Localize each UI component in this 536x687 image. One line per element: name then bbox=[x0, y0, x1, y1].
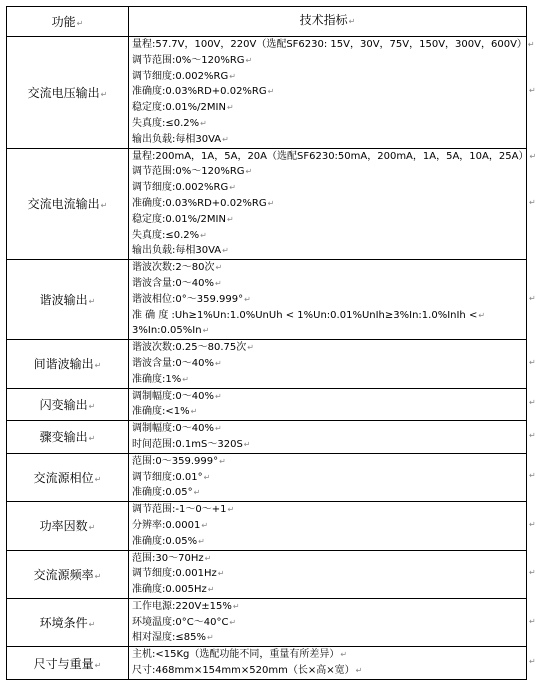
paragraph-mark-icon: ↵ bbox=[190, 407, 198, 417]
paragraph-mark-icon: ↵ bbox=[217, 569, 225, 579]
spec-line bbox=[129, 437, 526, 453]
spec-line-text: 准确度:0.005Hz bbox=[132, 584, 207, 596]
spec-line bbox=[129, 84, 526, 100]
paragraph-mark-icon: ↵ bbox=[219, 456, 226, 466]
paragraph-mark-icon: ↵ bbox=[207, 585, 215, 595]
paragraph-mark-icon: ↵ bbox=[529, 151, 536, 161]
function-label: 交流电压输出 bbox=[27, 85, 100, 100]
spec-line bbox=[129, 196, 526, 212]
spec-line bbox=[129, 37, 535, 53]
spec-line-text: 尺寸:468mm×154mm×520mm（长×高×宽） bbox=[132, 665, 355, 677]
spec-line bbox=[129, 421, 526, 437]
function-label: 间谐波输出 bbox=[33, 357, 94, 372]
spec-line bbox=[129, 404, 526, 420]
spec-line-text: 调节范围:0%～120%RG bbox=[132, 54, 245, 66]
spec-line bbox=[129, 149, 536, 165]
spec-line-text: 3%In:0.05%In bbox=[132, 325, 202, 337]
spec-line-text: 准确度:0.03%RD+0.02%RG bbox=[132, 86, 267, 98]
spec-line-text: 范围:0～359.999° bbox=[132, 455, 219, 467]
function-label: 功率因数 bbox=[39, 519, 88, 534]
spec-line bbox=[129, 485, 526, 501]
header-row bbox=[7, 7, 527, 37]
row-end-mark-icon: ↵ bbox=[529, 568, 536, 578]
header-function bbox=[7, 7, 129, 37]
function-cell bbox=[7, 598, 129, 646]
spec-row bbox=[7, 647, 527, 680]
paragraph-mark-icon: ↵ bbox=[355, 666, 363, 676]
spec-line-text: 准确度:0.05° bbox=[132, 487, 193, 499]
spec-line bbox=[129, 212, 526, 228]
spec-line bbox=[129, 502, 526, 518]
spec-line-text: 相对湿度:≤85% bbox=[132, 632, 206, 644]
spec-row bbox=[7, 260, 527, 340]
spec-cell bbox=[129, 388, 527, 421]
row-end-mark-icon: ↵ bbox=[529, 357, 536, 367]
paragraph-mark-icon: ↵ bbox=[88, 297, 96, 307]
spec-line bbox=[129, 323, 526, 339]
spec-line-text: 调制幅度:0～40% bbox=[132, 423, 214, 435]
spec-line-text: 准 确 度 :Uh≥1%Un:1.0%UnUh < 1%Un:0.01%UnIh≥3%In:1.0%InIh < bbox=[132, 309, 478, 321]
spec-line-text: 准确度:0.05% bbox=[132, 535, 198, 547]
spec-cell bbox=[129, 421, 527, 454]
paragraph-mark-icon: ↵ bbox=[214, 391, 222, 401]
spec-line bbox=[129, 340, 526, 356]
spec-line-text: 输出负载:每相30VA bbox=[132, 133, 222, 145]
spec-line-text: 谐波相位:0°～359.999° bbox=[132, 293, 244, 305]
spec-table bbox=[6, 6, 536, 680]
spec-row bbox=[7, 37, 527, 149]
spec-line-text: 调制幅度:0～40% bbox=[132, 390, 214, 402]
paragraph-mark-icon: ↵ bbox=[201, 520, 209, 530]
paragraph-mark-icon: ↵ bbox=[226, 103, 234, 113]
paragraph-mark-icon: ↵ bbox=[227, 505, 235, 515]
row-end-mark-icon: ↵ bbox=[529, 86, 536, 96]
spec-line bbox=[129, 470, 526, 486]
function-cell bbox=[7, 550, 129, 598]
paragraph-mark-icon: ↵ bbox=[229, 617, 237, 627]
function-label: 尺寸与重量 bbox=[33, 656, 94, 671]
spec-line bbox=[129, 260, 526, 276]
row-end-mark-icon: ↵ bbox=[529, 519, 536, 529]
paragraph-mark-icon: ↵ bbox=[88, 523, 96, 533]
function-cell bbox=[7, 260, 129, 340]
spec-line-text: 稳定度:0.01%/2MIN bbox=[132, 213, 226, 225]
paragraph-mark-icon: ↵ bbox=[245, 55, 253, 65]
spec-cell bbox=[129, 550, 527, 598]
spec-row bbox=[7, 550, 527, 598]
row-end-mark-icon: ↵ bbox=[529, 398, 536, 408]
spec-line-text: 工作电源:220V±15% bbox=[132, 600, 232, 612]
paragraph-mark-icon: ↵ bbox=[198, 536, 205, 546]
spec-line bbox=[129, 180, 526, 196]
spec-line-text: 失真度:≤0.2% bbox=[132, 229, 200, 241]
paragraph-mark-icon: ↵ bbox=[214, 358, 222, 368]
spec-line-text: 稳定度:0.01%/2MIN bbox=[132, 102, 226, 114]
row-end-mark-icon: ↵ bbox=[529, 430, 536, 440]
spec-line bbox=[129, 292, 526, 308]
function-label: 闪变输出 bbox=[39, 397, 88, 412]
spec-line bbox=[129, 566, 526, 582]
spec-row bbox=[7, 598, 527, 646]
paragraph-mark-icon: ↵ bbox=[88, 401, 96, 411]
paragraph-mark-icon: ↵ bbox=[229, 71, 236, 81]
spec-line bbox=[129, 116, 526, 132]
spec-line-text: 主机:<15Kg（选配功能不同，重量有所差异） bbox=[132, 649, 340, 661]
spec-line bbox=[129, 372, 526, 388]
row-end-mark-icon: ↵ bbox=[529, 471, 536, 481]
paragraph-mark-icon: ↵ bbox=[232, 601, 240, 611]
paragraph-mark-icon: ↵ bbox=[214, 424, 222, 434]
spec-line bbox=[129, 308, 526, 324]
spec-line-text: 调节细度:0.001Hz bbox=[132, 568, 217, 580]
paragraph-mark-icon: ↵ bbox=[478, 310, 486, 320]
row-end-mark-icon: ↵ bbox=[529, 616, 536, 626]
paragraph-mark-icon: ↵ bbox=[245, 167, 253, 177]
paragraph-mark-icon: ↵ bbox=[527, 40, 535, 49]
function-label: 谐波输出 bbox=[39, 293, 88, 308]
function-cell bbox=[7, 647, 129, 680]
header-spec-label: 技术指标 bbox=[299, 13, 348, 28]
spec-line-text: 谐波含量:0～40% bbox=[132, 277, 214, 289]
paragraph-mark-icon: ↵ bbox=[215, 263, 223, 273]
paragraph-mark-icon: ↵ bbox=[222, 246, 229, 256]
spec-line bbox=[129, 132, 526, 148]
paragraph-mark-icon: ↵ bbox=[94, 660, 102, 670]
paragraph-mark-icon: ↵ bbox=[88, 620, 96, 630]
spec-cell bbox=[129, 340, 527, 388]
spec-line bbox=[129, 551, 526, 567]
paragraph-mark-icon: ↵ bbox=[200, 118, 207, 128]
spec-line-text: 范围:30～70Hz bbox=[132, 552, 204, 564]
spec-line-text: 准确度:0.03%RD+0.02%RG bbox=[132, 197, 267, 209]
spec-row bbox=[7, 388, 527, 421]
spec-line-text: 调节范围:-1～0～+1 bbox=[132, 504, 227, 516]
paragraph-mark-icon: ↵ bbox=[88, 434, 96, 444]
paragraph-mark-icon: ↵ bbox=[203, 472, 211, 482]
spec-row bbox=[7, 148, 527, 260]
row-end-mark-icon: ↵ bbox=[529, 197, 536, 207]
spec-line bbox=[129, 53, 526, 69]
function-cell bbox=[7, 37, 129, 149]
spec-row bbox=[7, 502, 527, 550]
spec-line-text: 调节细度:0.01° bbox=[132, 471, 203, 483]
spec-line-text: 量程:57.7V，100V，220V（选配SF6230: 15V，30V，75V，150V，300V，600V） bbox=[132, 39, 527, 50]
spec-cell bbox=[129, 453, 527, 501]
spec-line-text: 调节细度:0.002%RG bbox=[132, 70, 229, 82]
paragraph-mark-icon: ↵ bbox=[204, 553, 212, 563]
function-label: 交流源相位 bbox=[33, 470, 94, 485]
spec-line bbox=[129, 615, 526, 631]
spec-line-text: 准确度:<1% bbox=[132, 406, 190, 418]
spec-line bbox=[129, 599, 526, 615]
spec-line-text: 谐波次数:2～80次 bbox=[132, 262, 215, 274]
spec-line bbox=[129, 663, 526, 679]
spec-line bbox=[129, 534, 526, 550]
spec-line bbox=[129, 164, 526, 180]
spec-row bbox=[7, 453, 527, 501]
function-cell bbox=[7, 421, 129, 454]
spec-line bbox=[129, 389, 526, 405]
paragraph-mark-icon: ↵ bbox=[76, 19, 84, 28]
paragraph-mark-icon: ↵ bbox=[244, 294, 251, 304]
spec-line-text: 调节范围:0%～120%RG bbox=[132, 166, 245, 178]
spec-line bbox=[129, 647, 526, 663]
paragraph-mark-icon: ↵ bbox=[182, 374, 189, 384]
spec-line-text: 量程:200mA，1A，5A，20A（选配SF6230:50mA，200mA，1A，5A，10A，25A） bbox=[132, 150, 529, 162]
spec-line-text: 准确度:1% bbox=[132, 373, 182, 385]
row-end-mark-icon: ↵ bbox=[529, 657, 536, 667]
spec-row bbox=[7, 421, 527, 454]
function-cell bbox=[7, 340, 129, 388]
paragraph-mark-icon: ↵ bbox=[100, 89, 108, 99]
spec-cell bbox=[129, 598, 527, 646]
spec-line bbox=[129, 630, 526, 646]
spec-line-text: 调节细度:0.002%RG bbox=[132, 182, 229, 194]
function-cell bbox=[7, 388, 129, 421]
paragraph-mark-icon: ↵ bbox=[247, 343, 254, 353]
function-cell bbox=[7, 453, 129, 501]
spec-line-text: 谐波含量:0～40% bbox=[132, 357, 214, 369]
spec-line-text: 环境温度:0°C～40°C bbox=[132, 616, 229, 628]
spec-cell bbox=[129, 647, 527, 680]
spec-cell bbox=[129, 148, 536, 260]
paragraph-mark-icon: ↵ bbox=[243, 439, 251, 449]
paragraph-mark-icon: ↵ bbox=[94, 474, 102, 484]
spec-line bbox=[129, 69, 526, 85]
spec-line bbox=[129, 228, 526, 244]
spec-line bbox=[129, 518, 526, 534]
paragraph-mark-icon: ↵ bbox=[202, 326, 210, 336]
paragraph-mark-icon: ↵ bbox=[200, 230, 207, 240]
function-label: 环境条件 bbox=[39, 616, 88, 631]
spec-line-text: 分辨率:0.0001 bbox=[132, 519, 201, 531]
spec-line bbox=[129, 582, 526, 598]
spec-line-text: 时间范围:0.1mS～320S bbox=[132, 438, 243, 450]
paragraph-mark-icon: ↵ bbox=[226, 214, 234, 224]
spec-cell bbox=[129, 37, 535, 149]
function-cell bbox=[7, 502, 129, 550]
row-end-mark-icon: ↵ bbox=[529, 293, 536, 303]
function-label: 交流电流输出 bbox=[27, 197, 100, 212]
spec-line bbox=[129, 100, 526, 116]
function-label: 交流源频率 bbox=[33, 567, 94, 582]
paragraph-mark-icon: ↵ bbox=[206, 633, 214, 643]
spec-cell bbox=[129, 502, 527, 550]
function-label: 骤变输出 bbox=[39, 430, 88, 445]
spec-line bbox=[129, 356, 526, 372]
paragraph-mark-icon: ↵ bbox=[348, 17, 356, 27]
spec-cell bbox=[129, 260, 527, 340]
paragraph-mark-icon: ↵ bbox=[340, 650, 348, 660]
paragraph-mark-icon: ↵ bbox=[214, 278, 222, 288]
spec-line-text: 失真度:≤0.2% bbox=[132, 117, 200, 129]
header-spec bbox=[129, 7, 527, 37]
spec-line bbox=[129, 243, 526, 259]
paragraph-mark-icon: ↵ bbox=[94, 571, 102, 581]
paragraph-mark-icon: ↵ bbox=[229, 183, 236, 193]
paragraph-mark-icon: ↵ bbox=[193, 488, 201, 498]
paragraph-mark-icon: ↵ bbox=[267, 198, 275, 208]
spec-line-text: 谐波次数:0.25～80.75次 bbox=[132, 342, 247, 354]
paragraph-mark-icon: ↵ bbox=[222, 134, 229, 144]
function-cell bbox=[7, 148, 129, 260]
header-function-label: 功能 bbox=[51, 15, 76, 29]
paragraph-mark-icon: ↵ bbox=[100, 201, 108, 211]
paragraph-mark-icon: ↵ bbox=[267, 87, 275, 97]
spec-line-text: 输出负载:每相30VA bbox=[132, 245, 222, 257]
spec-line bbox=[129, 276, 526, 292]
spec-row bbox=[7, 340, 527, 388]
spec-line bbox=[129, 454, 526, 470]
paragraph-mark-icon: ↵ bbox=[94, 361, 102, 371]
